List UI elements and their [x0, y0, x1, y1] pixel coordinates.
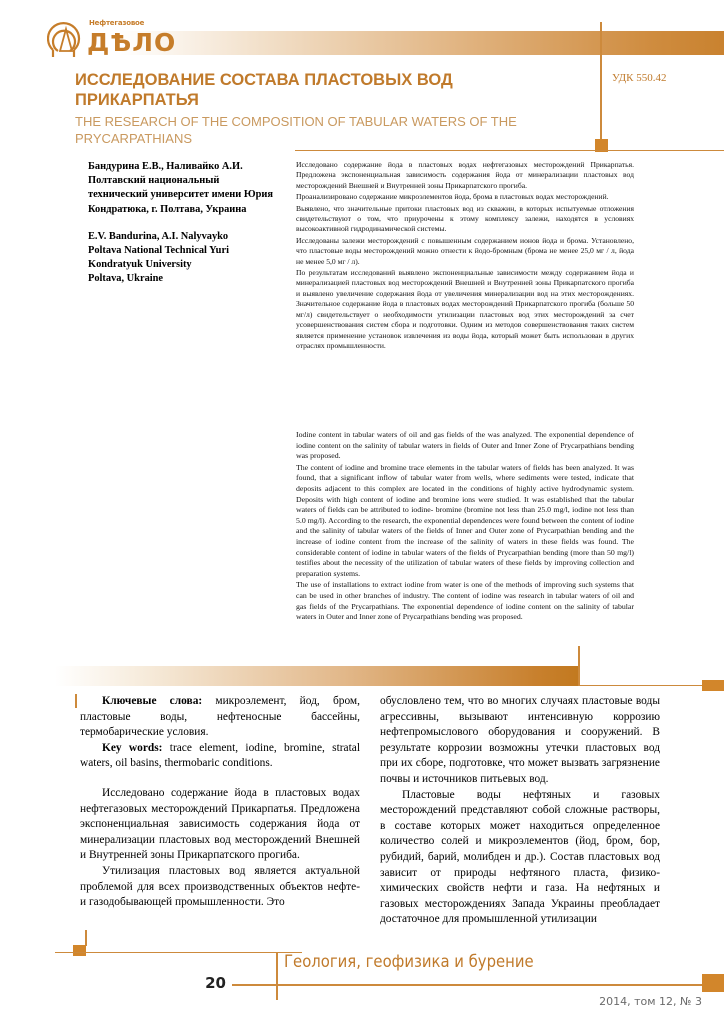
logo-tagline: Нефтегазовое — [89, 19, 145, 27]
keywords-en-label: Key words: — [102, 741, 163, 754]
keywords-en-text: trace element, iodine, bromine, stratal waters, oil basins, thermobaric conditions. — [80, 741, 360, 770]
author-affiliation-ru: Полтавский национальный технический университет имени Юрия Кондратюка, г. Полтава, Украина — [88, 175, 273, 215]
footer-issue-info: 2014, том 12, № 3 — [599, 995, 702, 1008]
author-names-en: E.V. Bandurina, A.I. Nalyvayko — [88, 230, 229, 242]
abstract-en-paragraph: The content of iodine and bromine trace elements in the tabular waters of fields has been analyzed. It was found, that a significant inflow of tabular water from wells, where sediments were tested, indicate that deposits adjacent to this complex are located in the conditions of highly active hydrodynamic system. Deposits with high content of iodine and bromine ions were studied. It was established that the tabular waters of fields can be attributed to iodine- bromine (bromine not less than 25.0 mg/l, iodine not less than 5.0 mg/l). According to the research, the exponential dependences were found between the content of iodine and the salinity of tabular waters of the fields of Inner and Outer zone of Prycarpathian bending and the increase of iodine content from the increase of the salinity of waters in these fields was found. The considerable content of iodine in tabular waters of the fields of Prycarpathian bending (more than 50 mg/l) testifies about the necessity of the utilization of tabular waters of these fields by improving collection and preparation systems. — [296, 462, 634, 578]
body-column-left — [80, 694, 360, 911]
abstract-ru-paragraph: Проанализировано содержание микроэлементов йода, брома в пластовых водах месторождений. — [296, 192, 609, 202]
journal-logo — [47, 17, 177, 61]
body-right-paragraph-1: обусловлено тем, что во многих случаях пластовые воды агрессивны, вызывают интенсивную коррозию нефтепромыслового оборудования и сооружений. В результате коррозии возможны утечки пластовых вод при их сборе, подготовке, что может вызвать загрязнение почвы и источников питьевых вод. — [380, 695, 660, 785]
abstract-en-paragraph: Iodine content in tabular waters of oil and gas fields of the was analyzed. The exponential dependence of iodine content on the salinity of tabular waters in fields of Outer and Inner Zone of Prycarpathians bending was proposed. — [296, 430, 634, 461]
header-vertical-rule — [600, 22, 602, 150]
mid-vertical-rule — [578, 646, 580, 686]
abstract-english — [296, 430, 634, 624]
footer-section-title: Геология, геофизика и бурение — [284, 952, 534, 971]
keywords-ru-label: Ключевые слова: — [102, 695, 203, 707]
footer-accent-block — [702, 974, 724, 992]
logo-wordmark: ДѢЛО — [87, 28, 177, 57]
body-left-paragraph-1: Исследовано содержание йода в пластовых водах нефтегазовых месторождений Прикарпатья. Предложена экспоненциальная зависимость содержания йода от минерализации пластовых вод месторождений Внешней и Внутренней зоны Прикарпатского прогиба. — [80, 786, 360, 862]
abstract-ru-paragraph: Исследовано содержание йода в пластовых водах нефтегазовых месторождений Прикарпатья. Предложена экспоненциальная зависимость содержания йода от минерализации пластовых вод месторождений Внешней и Внутренней зоны Прикарпатского прогиба. — [296, 160, 634, 190]
footer-left-accent-square — [73, 945, 86, 956]
body-column-right — [380, 694, 660, 928]
abstract-russian — [296, 160, 634, 352]
mid-accent-block — [702, 680, 724, 691]
abstract-en-paragraph: The use of installations to extract iodine from water is one of the methods of improving such systems that can be used in other branches of industry. The content of iodine was research in tabular waters of oil and gas fields of the Prycarpathians. The exponential dependence of iodine content on the salinity of tabular waters in Outer and Inner zone of Prycarpathians bending was proposed. — [296, 580, 634, 622]
mid-left-accent-tick — [75, 694, 77, 708]
udk-code: УДК 550.42 — [612, 72, 667, 84]
mid-gradient-band — [55, 666, 579, 686]
footer-horizontal-rule — [232, 984, 702, 986]
body-left-spacer — [80, 772, 360, 786]
body-right-paragraph-2: Пластовые воды нефтяных и газовых месторождений представляют собой сложные растворы, в составе которых может находиться определенное количество солей и микроэлементов (йод, бром, бор, рубидий, барий, молибден и др.). Состав пластовых вод зависит от природы нефтяного пласта, физико-химических свойств нефти и газа. На нефтяных и газовых месторождениях Запада Украины преобладает достаточное для промышленной утилизации — [380, 788, 660, 926]
keywords-en-paragraph — [80, 741, 360, 772]
footer-vertical-rule — [276, 952, 278, 1000]
keywords-ru-text: микроэлемент, йод, бром, пластовые воды, нефтеносные бассейны, термобарические условия. — [80, 695, 360, 739]
abstract-ru-paragraph: Исследованы залежи месторождений с повышенным содержанием ионов йода и брома. Установлено, что пластовые воды месторождений можно отнести к йодо-бромным (брома не менее 25,0 мг / л, йода не менее 5,0 мг / л). — [296, 235, 634, 266]
body-left-paragraph-2: Утилизация пластовых вод является актуальной проблемой для всех производственных объектов нефте- и газодобывающей промышленности. Это — [80, 864, 360, 909]
keywords-ru-paragraph — [80, 694, 360, 741]
footer-left-rule — [55, 952, 302, 953]
author-names-ru: Бандурина Е.В., Наливайко А.И. — [88, 161, 243, 172]
page-number: 20 — [205, 974, 226, 992]
author-block — [88, 160, 278, 287]
footer-left-vertical-tick — [85, 930, 87, 946]
page-title-en: THE RESEARCH OF THE COMPOSITION OF TABULAR WATERS OF THE PRYCARPATHIANS — [75, 114, 517, 146]
abstract-ru-paragraph: Выявлено, что значительные притоки пластовых вод из скважин, в которых испытуемые отложения свидетельствуют о том, что приурочены к этому комплексу залежи, находятся в условиях высокоактивной гидродинамической системы. — [296, 203, 634, 234]
page-title-ru: ИССЛЕДОВАНИЕ СОСТАВА ПЛАСТОВЫХ ВОД ПРИКАРПАТЬЯ — [75, 71, 453, 109]
author-affiliation-en: Poltava National Technical Yuri Kondratyuk University — [88, 245, 229, 271]
header-horizontal-rule — [295, 150, 724, 151]
abstract-ru-paragraph: По результатам исследований выявлено экспоненциальные зависимости между содержанием йода и минерализацией пластовых вод месторождений Внешней и Внутренней зоны Прикарпатского прогиба и выявлено увеличение содержания йода от увеличения минерализации вод на этих месторождениях. Значительное содержание йода в пластовых водах месторождений Прикарпатского прогиба (больше 50 мг/л) свидетельствует о необходимости утилизации пластовых вод этих месторождений за счет усовершенствования систем сбора и подготовки. Одним из методов совершенствования таких систем является применение установок извлечения из воды йода, который может быть использован в других отраслях промышленности. — [296, 268, 634, 350]
header-gradient-band — [120, 31, 724, 55]
author-city-en: Poltava, Ukraine — [88, 273, 164, 285]
author-block-spacer — [88, 217, 278, 230]
